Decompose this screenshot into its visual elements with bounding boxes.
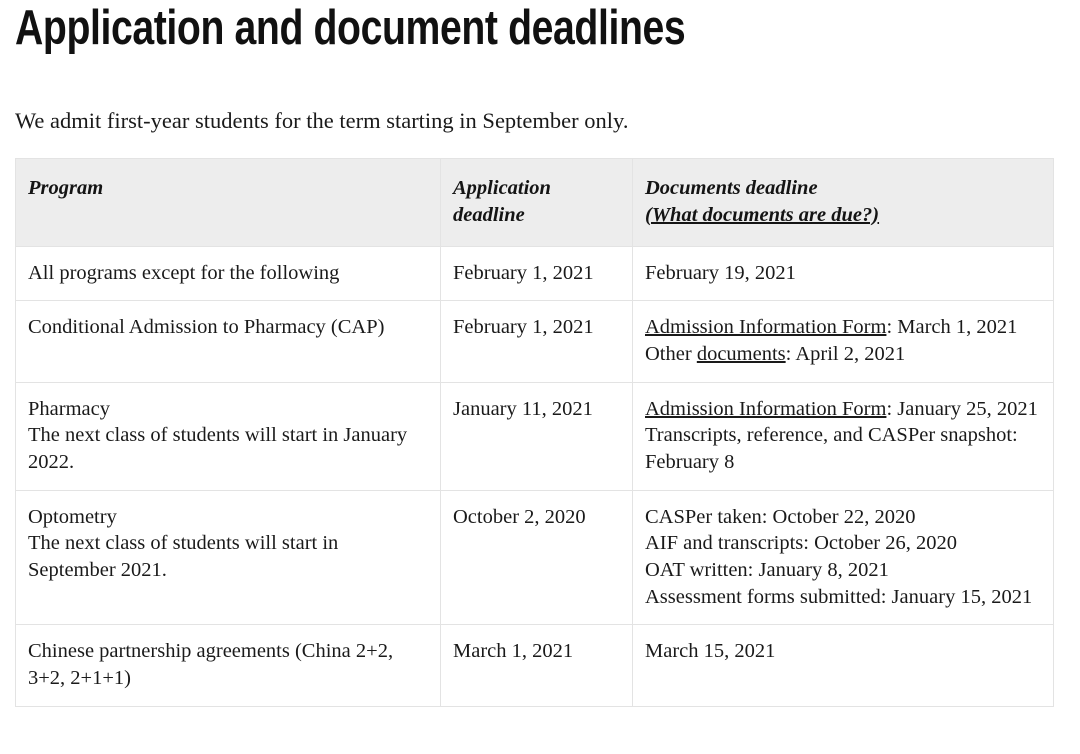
column-header-application-deadline: Application deadline — [441, 159, 633, 246]
documents-line — [645, 504, 1041, 531]
what-documents-are-due-link[interactable]: (What documents are due?) — [645, 203, 880, 226]
documents-line-text: AIF and transcripts: October 26, 2020 — [645, 532, 957, 555]
program-line: The next class of students will start in September 2021. — [28, 532, 339, 581]
documents-line-text: March 15, 2021 — [645, 640, 776, 663]
table-row — [16, 490, 1054, 625]
table-row — [16, 246, 1054, 301]
program-line: The next class of students will start in January 2022. — [28, 424, 408, 474]
documents-line-text: OAT written: January 8, 2021 — [645, 558, 889, 581]
table-body — [16, 246, 1054, 706]
cell-application-deadline: January 11, 2021 — [441, 382, 633, 490]
cell-documents-deadline — [633, 625, 1054, 706]
cell-program — [16, 625, 441, 706]
cell-documents-deadline — [633, 382, 1054, 490]
documents-line — [645, 584, 1041, 611]
documents-line — [645, 530, 1041, 557]
documents-line — [645, 422, 1041, 475]
page-title: Application and document deadlines — [15, 1, 686, 55]
documents-line — [645, 557, 1041, 584]
documents-line-text: : January 25, 2021 — [886, 397, 1038, 420]
documents-line-prefix: Other — [645, 343, 697, 366]
table-row — [16, 382, 1054, 490]
cell-program — [16, 490, 441, 625]
document-link[interactable]: Admission Information Form — [645, 316, 887, 339]
table-row — [16, 301, 1054, 382]
column-header-program: Program — [16, 159, 441, 246]
deadlines-table — [15, 158, 1054, 706]
cell-documents-deadline — [633, 490, 1054, 625]
cell-program — [16, 382, 441, 490]
column-header-documents-deadline — [633, 159, 1054, 246]
documents-line-text: : April 2, 2021 — [785, 343, 906, 366]
documents-line-text: February 19, 2021 — [645, 261, 796, 284]
documents-line — [645, 638, 1041, 665]
column-header-documents-deadline-label: Documents deadline — [645, 177, 818, 200]
program-line: Chinese partnership agreements (China 2+2, 3+2, 2+1+1) — [28, 640, 394, 689]
table-header — [16, 159, 1054, 246]
cell-program — [16, 301, 441, 382]
program-line: All programs except for the following — [28, 261, 340, 284]
cell-documents-deadline — [633, 301, 1054, 382]
cell-application-deadline: February 1, 2021 — [441, 246, 633, 301]
cell-application-deadline: February 1, 2021 — [441, 301, 633, 382]
document-link[interactable]: Admission Information Form — [645, 397, 887, 420]
documents-line — [645, 260, 1041, 287]
documents-line — [645, 341, 1041, 368]
table-header-row — [16, 159, 1054, 246]
documents-line-text: CASPer taken: October 22, 2020 — [645, 505, 916, 528]
documents-line-text: Assessment forms submitted: January 15, 2021 — [645, 585, 1033, 608]
cell-documents-deadline — [633, 246, 1054, 301]
table-row — [16, 625, 1054, 706]
documents-line — [645, 314, 1041, 341]
cell-program — [16, 246, 441, 301]
document-link[interactable]: documents — [696, 343, 786, 366]
cell-application-deadline: October 2, 2020 — [441, 490, 633, 625]
documents-line-text: Transcripts, reference, and CASPer snapshot: February 8 — [645, 424, 1018, 474]
cell-application-deadline: March 1, 2021 — [441, 625, 633, 706]
program-line: Pharmacy — [28, 397, 110, 420]
documents-line — [645, 396, 1041, 423]
program-line: Optometry — [28, 505, 117, 528]
documents-line-text: : March 1, 2021 — [886, 316, 1018, 339]
intro-paragraph: We admit first-year students for the term starting in September only. — [15, 108, 629, 133]
program-line: Conditional Admission to Pharmacy (CAP) — [28, 316, 385, 339]
